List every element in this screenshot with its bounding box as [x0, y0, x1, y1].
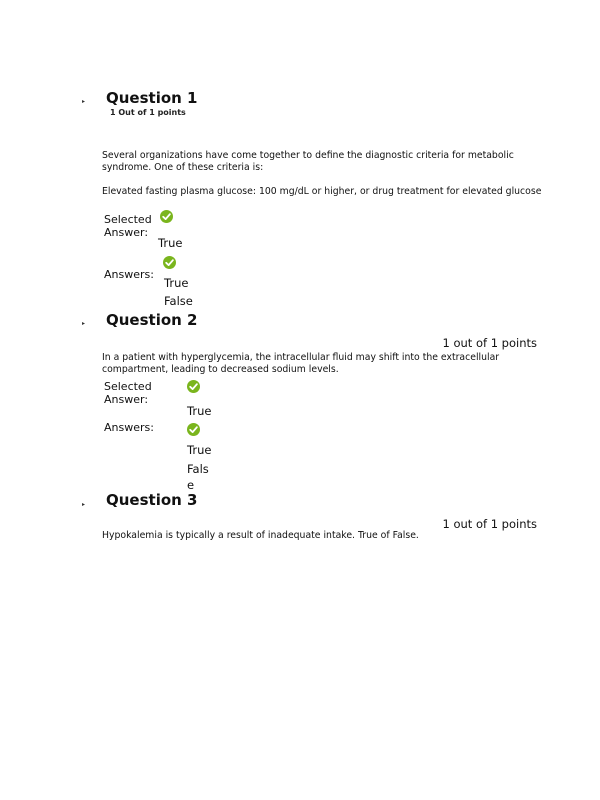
question-1-selected-answer: True	[158, 236, 183, 250]
question-2-selected-answer: True	[187, 404, 212, 418]
check-circle-icon	[163, 256, 176, 269]
question-3-prompt: Hypokalemia is typically a result of inadequate intake. True of False.	[102, 530, 419, 541]
question-3-score: 1 out of 1 points	[442, 517, 537, 531]
question-1-prompt: Several organizations have come together to define the diagnostic criteria for metabolic syndrome. One of these criteria is:	[102, 150, 514, 173]
question-1-answers-label: Answers:	[104, 268, 154, 281]
question-2-score: 1 out of 1 points	[442, 336, 537, 350]
question-2-title: Question 2	[106, 311, 198, 329]
question-1-selected-answer-label: Selected Answer:	[104, 213, 152, 239]
question-2-selected-answer-label: Selected Answer:	[104, 380, 152, 406]
question-3-bullet: ▸	[82, 501, 86, 508]
question-2-answers-label: Answers:	[104, 421, 154, 434]
question-1-bullet: ▸	[82, 98, 86, 105]
question-1-answer-option: False	[164, 294, 193, 308]
question-1-title: Question 1	[106, 89, 198, 107]
question-3-title: Question 3	[106, 491, 198, 509]
question-2-bullet: ▸	[82, 320, 86, 327]
check-circle-icon	[187, 423, 200, 436]
question-1-answer-option: True	[164, 276, 189, 290]
check-circle-icon	[187, 380, 200, 393]
question-1-criterion: Elevated fasting plasma glucose: 100 mg/dL or higher, or drug treatment for elevated glucose	[102, 186, 542, 197]
question-2-answer-option: Fals e	[187, 462, 209, 492]
question-2-answer-option: True	[187, 443, 212, 457]
question-1-score: 1 Out of 1 points	[110, 108, 186, 117]
question-2-prompt: In a patient with hyperglycemia, the intracellular fluid may shift into the extracellular compartment, leading to decreased sodium levels.	[102, 352, 500, 375]
check-circle-icon	[160, 210, 173, 223]
